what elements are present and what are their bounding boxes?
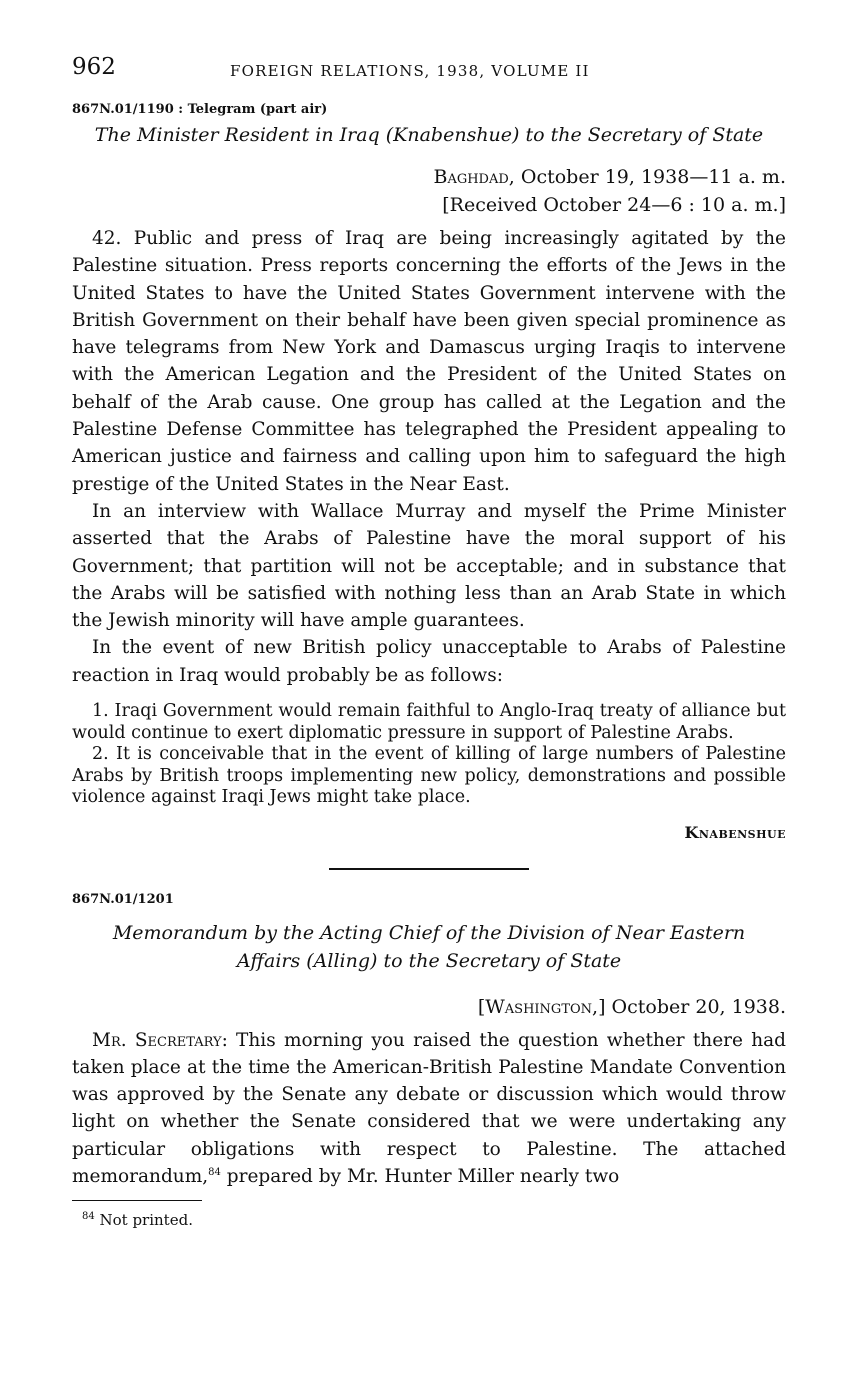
memo-text-part2: prepared by Mr. Hunter Miller nearly two: [220, 1166, 620, 1188]
list-item: 1. Iraqi Government would remain faithful to Anglo-Iraq treaty of alliance but would continue to exert diplomatic pressure in support of Palestine Arabs.: [72, 701, 786, 743]
numbered-list: [72, 701, 786, 809]
telegram-body: [72, 225, 786, 689]
dateline-bracket: [: [477, 995, 486, 1018]
body-paragraph: 42. Public and press of Iraq are being increasingly agitated by the Palestine situation. Press reports concerning the efforts of the Jews in the United States to have the United States Government intervene with the British Government on their behalf have been given special prominence as have telegrams from New York and Damascus urging Iraqis to intervene with the American Legation and the President of the United States on behalf of the Arab cause. One group has called at the Legation and the Palestine Defense Committee has telegraphed the President appealing to American justice and fairness and calling upon him to safeguard the high prestige of the United States in the Near East.: [72, 228, 786, 495]
section-divider: [329, 868, 529, 870]
footnote-number: 84: [82, 1211, 95, 1223]
dateline-date: ] October 20, 1938.: [598, 995, 786, 1018]
dateline-place: Washington,: [485, 995, 599, 1018]
list-item: 2. It is conceivable that in the event of killing of large numbers of Palestine Arabs by British troops implementing new policy, demonstrations and possible violence against Iraqi Jews might take place.: [72, 744, 786, 808]
page-header: [72, 50, 786, 94]
body-paragraph: In the event of new British policy unacceptable to Arabs of Palestine reaction in Iraq would probably be as follows:: [72, 637, 786, 686]
salutation: Mr. Secretary: [92, 1029, 222, 1051]
dateline-sent: [72, 163, 786, 191]
dateline-1: [72, 163, 786, 219]
memo-text-part1: : This morning you raised the question whether there had taken place at the time the American-British Palestine Mandate Convention was approved by the Senate any debate or discussion which would throw light on whether the Senate considered that we were undertaking any particular obligations with respect to Palestine. The attached memorandum,: [72, 1029, 786, 1188]
footnote-text: Not printed.: [94, 1211, 193, 1230]
body-paragraph: In an interview with Wallace Murray and myself the Prime Minister asserted that the Arabs of Palestine have the moral support of his Government; that partition will not be acceptable; and in substance that the Arabs will be satisfied with nothing less than an Arab State in which the Jewish minority will have ample guarantees.: [72, 500, 786, 632]
dateline-received: [Received October 24—6 : 10 a. m.]: [442, 194, 786, 216]
footnote-rule: [72, 1200, 202, 1201]
footnote: [72, 1211, 786, 1229]
file-id-2: 867N.01/1201: [72, 891, 174, 907]
dateline-place: Baghdad,: [433, 166, 515, 188]
signature: Knabenshue: [684, 822, 786, 842]
title-line-1: Memorandum by the Acting Chief of the Division of Near Eastern: [112, 921, 746, 944]
dateline-2: [72, 993, 786, 1021]
dateline-date: October 19, 1938—11 a. m.: [514, 166, 786, 188]
memo-body: [72, 1027, 786, 1191]
running-head: FOREIGN RELATIONS, 1938, VOLUME II: [230, 62, 590, 80]
document-title-2: [72, 919, 786, 975]
footnote-reference[interactable]: 84: [208, 1166, 221, 1178]
document-title-1: The Minister Resident in Iraq (Knabenshue) to the Secretary of State: [94, 124, 764, 146]
title-line-2: Affairs (Alling) to the Secretary of State: [236, 949, 622, 972]
page-number: 962: [72, 54, 116, 80]
file-id-1: 867N.01/1190 : Telegram (part air): [72, 102, 328, 117]
document-page: [72, 50, 786, 1229]
